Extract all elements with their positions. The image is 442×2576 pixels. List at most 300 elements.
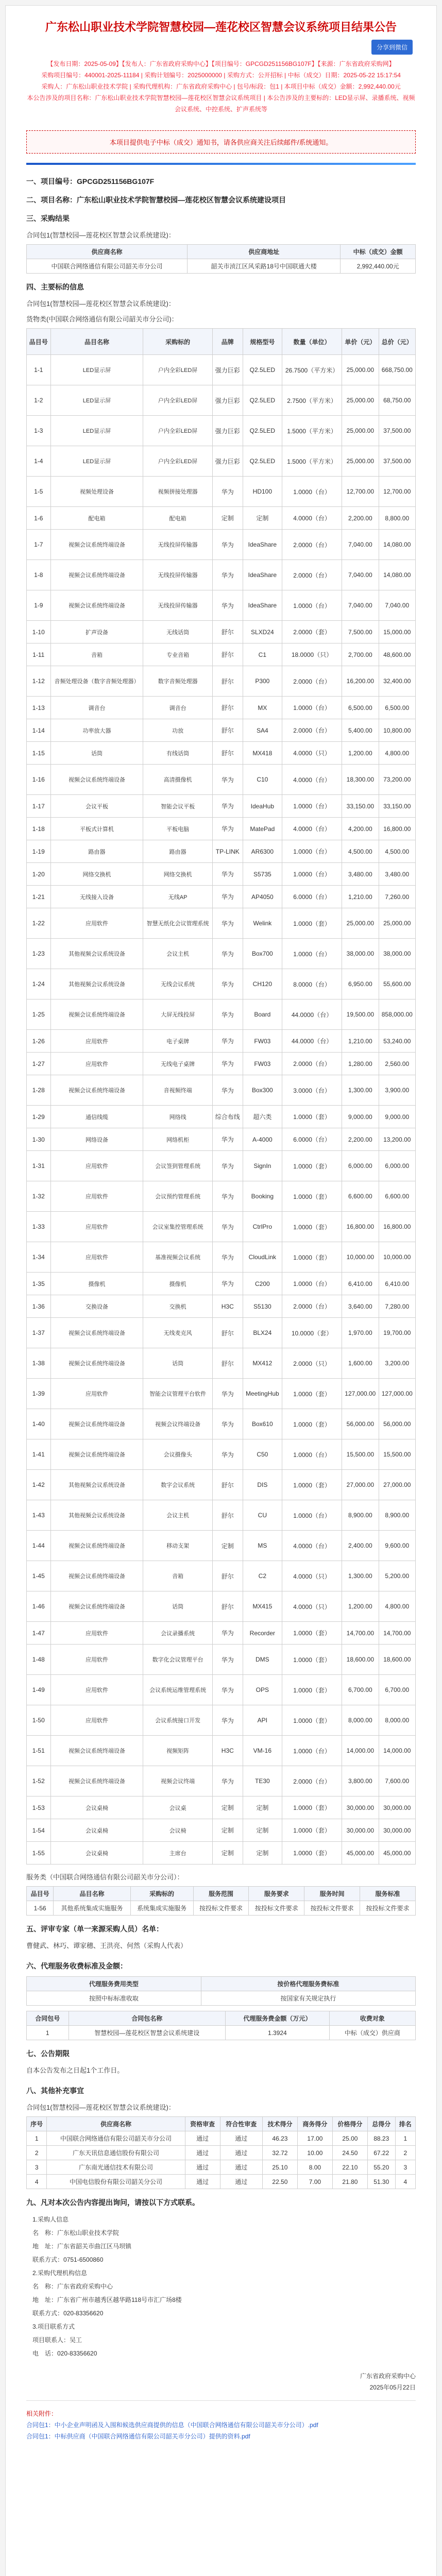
cell: 网络机柜 [143,1128,212,1151]
cell: 定制 [212,1819,243,1842]
cell: LED显示屏 [50,446,143,477]
cell: 1-43 [27,1500,51,1531]
cell: 1-44 [27,1531,51,1561]
fee-standard-table [26,1976,416,2006]
cell: 67.22 [367,2146,395,2160]
cell: 功放 [143,719,212,742]
cell: 视频会议系统终端设备 [50,1531,143,1561]
table-header: 供应商名称 [27,245,188,259]
cell: 1-14 [27,719,51,742]
attachment-link[interactable]: 合同包1：中小企业声明函及入围和候选供应商提供的信息（中国联合网络通信有限公司韶关市分公司）.pdf [26,2421,318,2429]
section-9-heading: 九、凡对本次公告内容提出询问，请按以下方式联系。 [26,2198,199,2207]
table-header: 服务要求 [249,1887,304,1901]
cell: 2 [395,2146,415,2160]
cell: VM-16 [243,1736,282,1766]
cell: 6,410.00 [379,1273,415,1295]
table-row [27,1819,416,1842]
cell: 应用软件 [50,1151,143,1181]
cell: 音视频终端 [143,1075,212,1106]
table-row [27,908,416,939]
cell: MeetingHub [243,1379,282,1409]
cell: 数字化会议管理平台 [143,1645,212,1675]
cell: 27,000.00 [342,1470,379,1500]
cell: 7.00 [297,2175,332,2189]
cell: 会议主机 [143,1500,212,1531]
cell: 16,800.00 [379,818,415,840]
cell: 1-19 [27,840,51,863]
cell: 定制 [243,1819,282,1842]
cell: 7,600.00 [379,1766,415,1797]
cell: 14,000.00 [379,1736,415,1766]
cell: 2.0000（台） [282,719,342,742]
table-row [27,1766,416,1797]
cell: C200 [243,1273,282,1295]
table-header: 品牌 [212,329,243,355]
cell: 其他视频会议系统设备 [50,1500,143,1531]
cell: 高清摄像机 [143,765,212,795]
share-button[interactable]: 分享到微信 [371,40,413,55]
cell: 6,000.00 [342,1151,379,1181]
cell: 7,040.00 [342,590,379,621]
cell: 3,200.00 [379,1348,415,1379]
cell: 华为 [212,560,243,590]
cell: 25.00 [332,2131,367,2146]
section-6-heading: 六、代理服务收费标准及金额： [26,1962,127,1970]
cell: 话筒 [50,742,143,765]
cell: 视频会议系统终端设备 [50,1561,143,1591]
cell: 30,000.00 [379,1819,415,1842]
cell: 华为 [212,999,243,1030]
cell: 21.80 [332,2175,367,2189]
cell: 1-15 [27,742,51,765]
cell: 1-34 [27,1242,51,1273]
cell: 1-9 [27,590,51,621]
cell: 音频处理设备（数字音频处理器） [50,666,143,697]
cell: 无线接入设备 [50,886,143,908]
cell: 4 [395,2175,415,2189]
cell: 强力巨彩 [212,355,243,385]
cell: Q2.5LED [243,416,282,446]
cell: MX [243,697,282,719]
cell: 应用软件 [50,1705,143,1736]
cell: 华为 [212,1075,243,1106]
cell: 1-39 [27,1379,51,1409]
cell: 4.0000（台） [282,1531,342,1561]
cell: 户内全彩LED屏 [143,385,212,416]
cell: TE30 [243,1766,282,1797]
table-row [27,1991,416,2006]
cell: 会议录播系统 [143,1622,212,1645]
cell: 8.00 [297,2160,332,2175]
cell: 9,000.00 [342,1106,379,1128]
cell: 18,600.00 [379,1645,415,1675]
cell: 1-13 [27,697,51,719]
cell: 1.0000（套） [282,1379,342,1409]
spacer [26,2006,416,2011]
cell: 1,600.00 [342,1348,379,1379]
cell: 7,500.00 [342,621,379,643]
table-header: 价格得分 [332,2117,367,2131]
cell: 1.0000（套） [282,1409,342,1439]
buyer-phone: 联系方式：0751-6500860 [32,2256,104,2263]
table-header: 资格审查 [185,2117,220,2131]
cell: 3 [395,2160,415,2175]
table-row [27,2146,416,2160]
cell: 舒尔 [212,719,243,742]
cell: CU [243,1500,282,1531]
cell: 舒尔 [212,1470,243,1500]
cell: 1-52 [27,1766,51,1797]
table-row [27,1439,416,1470]
cell: 2,560.00 [379,1053,415,1075]
cell: 应用软件 [50,1030,143,1053]
buyer-address: 地 址：广东省韶关市曲江区马坝镇 [32,2243,132,2250]
cell: 话筒 [143,1348,212,1379]
cell: 通过 [220,2160,262,2175]
table-header: 符合性审查 [220,2117,262,2131]
blue-divider [26,163,416,165]
cell: DIS [243,1470,282,1500]
cell: 华为 [212,765,243,795]
table-header: 品目号 [27,329,51,355]
meta-block [26,58,416,115]
cell: 广东天讯信息通信股份有限公司 [47,2146,185,2160]
cell: 1-4 [27,446,51,477]
table-header: 单价（元） [342,329,379,355]
cell: 交换机 [143,1295,212,1318]
cell: 应用软件 [50,1181,143,1212]
cell: 38,000.00 [342,939,379,969]
cell: 6,500.00 [342,697,379,719]
cell: 1.0000（套） [282,1797,342,1819]
cell: 应用软件 [50,1645,143,1675]
cell: 会议桌椅 [50,1819,143,1842]
cell: 1-2 [27,385,51,416]
cell: 1.5000（平方米） [282,446,342,477]
project-contact-title: 3.项目联系方式 [32,2323,75,2330]
table-row [27,1736,416,1766]
table-row [27,560,416,590]
cell: 系统集成实施服务 [130,1901,193,1916]
cell: 视频会议系统终端设备 [50,999,143,1030]
cell: 舒尔 [212,1591,243,1622]
cell: 7,260.00 [379,886,415,908]
cell: 无线投屏传输器 [143,530,212,560]
table-row [27,643,416,666]
cell: 45,000.00 [379,1842,415,1865]
attachment-link[interactable]: 合同包1：中标供应商（中国联合网络通信有限公司韶关市分公司）提供的资料.pdf [26,2433,250,2440]
cell: 4.0000（台） [282,507,342,530]
cell: 4.0000（只） [282,742,342,765]
cell: 视频会议系统终端设备 [50,1591,143,1622]
table-header: 服务标准 [360,1887,416,1901]
cell: 1-37 [27,1318,51,1348]
cell: 14,700.00 [379,1622,415,1645]
cell: 6.0000（台） [282,1128,342,1151]
cell: 30,000.00 [379,1797,415,1819]
cell: 定制 [212,1531,243,1561]
cell: 1-12 [27,666,51,697]
table-row [27,1030,416,1053]
cell: 6,700.00 [342,1675,379,1705]
cell: 华为 [212,1181,243,1212]
cell: 华为 [212,969,243,999]
signature-org: 广东省政府采购中心 [360,2372,416,2380]
cell: 1 [27,2131,47,2146]
cell: 4.0000（台） [282,765,342,795]
cell: 12,700.00 [379,477,415,507]
project-contact-phone: 电 话：020-83356620 [32,2350,97,2357]
cell: 华为 [212,818,243,840]
attachments-label: 相关附件： [26,2410,58,2417]
agency-phone: 联系方式：020-83356620 [32,2310,104,2317]
announcement-card [5,5,437,2576]
cell: 8,900.00 [379,1500,415,1531]
table-row [27,697,416,719]
topline [26,38,416,55]
cell: SignIn [243,1151,282,1181]
cell: 1.5000（平方米） [282,416,342,446]
cell: 5,400.00 [342,719,379,742]
cell: 7,280.00 [379,1295,415,1318]
cell: 1-48 [27,1645,51,1675]
cell: 1.0000（套） [282,1106,342,1128]
table-header: 供应商名称 [47,2117,185,2131]
cell: 中国联合网络通信有限公司韶关市分公司 [47,2131,185,2146]
cell: 定制 [212,1842,243,1865]
cell: 6.0000（台） [282,886,342,908]
cell: LED显示屏 [50,416,143,446]
cell: AP4050 [243,886,282,908]
cell: 视频会议终端设备 [143,1409,212,1439]
cell: 会议桌椅 [50,1797,143,1819]
cell: 15,000.00 [379,621,415,643]
table-header: 服务时间 [304,1887,360,1901]
cell: 定制 [243,507,282,530]
cell: 16,200.00 [342,666,379,697]
cell: 其他视频会议系统设备 [50,1470,143,1500]
cell: 4,800.00 [379,1591,415,1622]
cell: 38,000.00 [379,939,415,969]
meta-row: 采购人：广东松山职业技术学院 | 采购代理机构：广东省政府采购中心 | 包号/标段：包1 | 本项目中标（成交）金额：2,992,440.00元 [41,83,401,90]
cell: 1.3924 [226,2026,330,2040]
table-row [27,446,416,477]
cell: 1,210.00 [342,1030,379,1053]
cell: 1.0000（台） [282,840,342,863]
cell: 33,150.00 [379,795,415,818]
cell: 858,000.00 [379,999,415,1030]
cell: 视频矩阵 [143,1736,212,1766]
cell: 44.0000（台） [282,999,342,1030]
cell: 3,900.00 [379,1075,415,1106]
cell: 6,600.00 [342,1181,379,1212]
cell: 华为 [212,1766,243,1797]
cell: P300 [243,666,282,697]
cell: 会议系统运维管理系统 [143,1675,212,1705]
cell: 18,600.00 [342,1645,379,1675]
cell: 会议室集控管理系统 [143,1212,212,1242]
cell: 1.0000（台） [282,1500,342,1531]
table-header: 供应商地址 [188,245,341,259]
cell: 1-25 [27,999,51,1030]
cell: 华为 [212,1273,243,1295]
cell: IdeaShare [243,530,282,560]
table-header: 数量（单位） [282,329,342,355]
table-row [27,1106,416,1128]
cell: 25.10 [262,2160,297,2175]
cell: AR6300 [243,840,282,863]
cell: 强力巨彩 [212,446,243,477]
cell: 1,280.00 [342,1053,379,1075]
cell: 1-18 [27,818,51,840]
cell: 30,000.00 [342,1819,379,1842]
cell: 华为 [212,1409,243,1439]
cell: 应用软件 [50,1212,143,1242]
cell: 1-22 [27,908,51,939]
cell: 1-30 [27,1128,51,1151]
cell: 1-38 [27,1348,51,1379]
cell: 网络设备 [50,1128,143,1151]
cell: 5,200.00 [379,1561,415,1591]
cell: Booking [243,1181,282,1212]
table-row [27,1242,416,1273]
cell: 4,200.00 [342,818,379,840]
cell: 51.30 [367,2175,395,2189]
section-7-heading: 七、公告期限 [26,2049,70,2058]
cell: 1.0000（套） [282,1675,342,1705]
table-row [27,666,416,697]
table-row [27,863,416,886]
table-header: 代理服务费金额（万元） [226,2011,330,2026]
cell: Q2.5LED [243,355,282,385]
cell: 1.0000（台） [282,1273,342,1295]
cell: 26.7500（平方米） [282,355,342,385]
cell: 按投标文件要求 [193,1901,249,1916]
table-row [27,886,416,908]
cell: 户内全彩LED屏 [143,446,212,477]
cell: 视频处理设备 [50,477,143,507]
section-4-heading: 四、主要标的信息 [26,283,84,291]
cell: 无线话筒 [143,621,212,643]
cell: 应用软件 [50,1053,143,1075]
cell: 无线投屏传输器 [143,590,212,621]
section-3-heading: 三、采购结果 [26,214,70,223]
table-header: 品目名称 [54,1887,131,1901]
cell: A-4000 [243,1128,282,1151]
scores-table [26,2116,416,2189]
cell: 8.0000（台） [282,969,342,999]
cell: 1.0000（套） [282,1705,342,1736]
cell: 应用软件 [50,908,143,939]
cell: C10 [243,765,282,795]
cell: 55.20 [367,2160,395,2175]
cell: 19,500.00 [342,999,379,1030]
table-row [27,416,416,446]
cell: 1-8 [27,560,51,590]
cell: 中标（成交）供应商 [329,2026,415,2040]
cell: 视频会议系统终端设备 [50,1439,143,1470]
cell: 数字会议系统 [143,1470,212,1500]
cell: 1-7 [27,530,51,560]
cell: 强力巨彩 [212,385,243,416]
cell: 1.0000（套） [282,1212,342,1242]
cell: 华为 [212,908,243,939]
cell: IdeaShare [243,560,282,590]
cell: 14,000.00 [342,1736,379,1766]
table-row [27,1075,416,1106]
cell: 33,150.00 [342,795,379,818]
cell: 15,500.00 [379,1439,415,1470]
table-header: 收费对象 [329,2011,415,2026]
cell: 1,300.00 [342,1075,379,1106]
cell: 华为 [212,1645,243,1675]
cell: SLXD24 [243,621,282,643]
cell: 华为 [212,1128,243,1151]
cell: 18,300.00 [342,765,379,795]
cell: 2.0000（台） [282,1766,342,1797]
cell: 48,600.00 [379,643,415,666]
cell: 6,500.00 [379,697,415,719]
cell: 12,700.00 [342,477,379,507]
cell: 舒尔 [212,697,243,719]
cell: 1.0000（台） [282,1736,342,1766]
table-header: 代理服务费用类型 [27,1977,201,1991]
cell: 1.0000（台） [282,1439,342,1470]
cell: 舒尔 [212,643,243,666]
cell: 视频会议系统终端设备 [50,1409,143,1439]
cell: 8,000.00 [342,1705,379,1736]
cell: 华为 [212,1053,243,1075]
table-row [27,719,416,742]
cell: 2.0000（台） [282,560,342,590]
cell: 华为 [212,477,243,507]
cell: 华为 [212,530,243,560]
section-8-heading: 八、其他补充事宜 [26,2087,84,2095]
cell: 应用软件 [50,1379,143,1409]
table-header: 合同包号 [27,2011,69,2026]
cell: 13,200.00 [379,1128,415,1151]
cell: 25,000.00 [342,416,379,446]
cell: 智能会议平板 [143,795,212,818]
cell: 127,000.00 [342,1379,379,1409]
cell: 电子桌牌 [143,1030,212,1053]
cell: OPS [243,1675,282,1705]
cell: 9,600.00 [379,1531,415,1561]
service-note: 服务类（中国联合网络通信有限公司韶关市分公司）： [26,1873,184,1881]
cell: 32,400.00 [379,666,415,697]
cell: 调音台 [50,697,143,719]
table-row [27,621,416,643]
cell: 127,000.00 [379,1379,415,1409]
cell: 1-23 [27,939,51,969]
cell: 视频会议系统终端设备 [50,560,143,590]
cell: H3C [212,1736,243,1766]
cell: LED显示屏 [50,385,143,416]
cell: 会议系统接口开发 [143,1705,212,1736]
cell: 会议平板 [50,795,143,818]
cell: 1-50 [27,1705,51,1736]
cell: 22.50 [262,2175,297,2189]
cell: 定制 [243,1797,282,1819]
cell: 华为 [212,1030,243,1053]
cell: 大屏无线投屏 [143,999,212,1030]
cell: 6,410.00 [342,1273,379,1295]
cell: 路由器 [143,840,212,863]
table-row [27,1675,416,1705]
cell: 1-51 [27,1736,51,1766]
cell: 调音台 [143,697,212,719]
cell: 10,000.00 [342,1242,379,1273]
